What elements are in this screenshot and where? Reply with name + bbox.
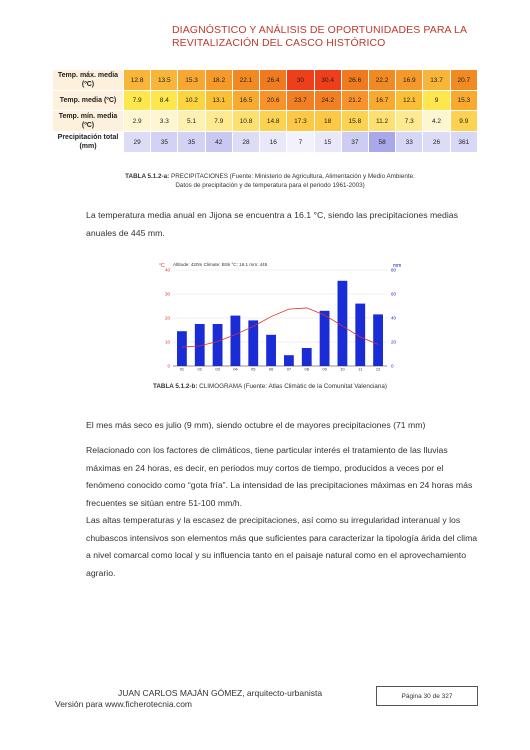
chart-header-text: Altitude: 420m Climate: BSk °C: 16.1 mm: 445 xyxy=(173,262,268,267)
row-label: Temp. máx. media (ºC) xyxy=(53,70,124,91)
left-axis-unit: °C xyxy=(159,263,165,269)
table-cell: 15.3 xyxy=(178,70,205,91)
table-cell: 15.3 xyxy=(450,91,477,111)
table-cell: 2.9 xyxy=(124,111,151,132)
header-line-1: DIAGNÓSTICO Y ANÁLISIS DE OPORTUNIDADES PARA LA xyxy=(172,24,468,36)
precipitation-bar xyxy=(248,320,258,366)
left-tick-label: 40 xyxy=(164,267,170,273)
table-cell: 15 xyxy=(314,132,341,153)
table-cell: 15.8 xyxy=(341,111,368,132)
table-cell: 22.1 xyxy=(232,70,259,91)
table-cell: 13.5 xyxy=(151,70,178,91)
row-label: Precipitación total (mm) xyxy=(53,132,124,153)
table-cell: 8.4 xyxy=(151,91,178,111)
table-cell: 35 xyxy=(178,132,205,153)
table-cell: 20.7 xyxy=(450,70,477,91)
left-tick-label: 0 xyxy=(167,363,170,369)
precipitation-bar xyxy=(177,331,187,366)
right-tick-label: 0 xyxy=(391,363,394,369)
month-tick-label: 12 xyxy=(375,366,381,372)
climate-table xyxy=(52,69,478,153)
chart-caption-text: CLIMOGRAMA (Fuente: Atlas Climàtic de la Comunitat Valenciana) xyxy=(197,383,387,390)
table-cell: 3.3 xyxy=(151,111,178,132)
table-cell: 30.4 xyxy=(314,70,341,91)
table-cell: 28 xyxy=(232,132,259,153)
month-tick-label: 11 xyxy=(358,366,363,372)
table-cell: 9 xyxy=(423,91,450,111)
left-tick-label: 20 xyxy=(164,315,170,321)
table-cell: 16.5 xyxy=(232,91,259,111)
table-cell: 16 xyxy=(260,132,287,153)
table-cell: 7.9 xyxy=(124,91,151,111)
table-cell: 18.2 xyxy=(205,70,232,91)
table-cell: 16.7 xyxy=(368,91,395,111)
table-cell: 13.7 xyxy=(423,70,450,91)
month-tick-label: 05 xyxy=(251,366,256,372)
table-cell: 18 xyxy=(314,111,341,132)
right-tick-label: 60 xyxy=(391,291,397,297)
table-cell: 17.3 xyxy=(287,111,314,132)
right-tick-label: 20 xyxy=(391,339,397,345)
paragraph-temperature: La temperatura media anual en Jijona se encuentra a 16.1 °C, siendo las precipitaciones medias anuales de 445 mm. xyxy=(86,210,458,238)
table-row xyxy=(53,111,478,132)
paragraph-arid-climate: Las altas temperaturas y la escasez de precipitaciones, así como su irregularidad interanual y los chubascos intensivos son elementos más que suficientes para caracterizar la tipología árida del clima a nivel comarcal como local y su influencia tanto en el paisaje natural como en el aprovechamiento agrario. xyxy=(86,515,478,578)
table-cell: 14.8 xyxy=(260,111,287,132)
month-tick-label: 01 xyxy=(179,366,185,372)
table-cell: 29 xyxy=(124,132,151,153)
table-cell: 10.8 xyxy=(232,111,259,132)
paragraph-driest-month: El mes más seco es julio (9 mm), siendo octubre el de mayores precipitaciones (71 mm) xyxy=(86,420,426,430)
footer-version: Versión para www.ficherotecnia.com xyxy=(55,699,193,709)
paragraph-rainfall-factors: Relacionado con los factores de climáticos, tiene particular interés el tratamiento de las lluvias máximas en 24 horas, es decir, en periodos muy cortos de tiempo, producidos a veces por el fenómeno conocido como “gota fría”. La intensidad de las precipitaciones máximas en 24 horas más frecuentes se sitúan entre 51-100 mm/h. xyxy=(86,445,473,508)
row-label: Temp. mín. media (ºC) xyxy=(53,111,124,132)
table-cell: 26 xyxy=(423,132,450,153)
chart-caption xyxy=(70,383,470,390)
month-tick-label: 07 xyxy=(286,366,292,372)
month-tick-label: 08 xyxy=(304,366,309,372)
table-cell: 42 xyxy=(205,132,232,153)
table-cell: 24.2 xyxy=(314,91,341,111)
table-cell: 21.2 xyxy=(341,91,368,111)
climogram-chart xyxy=(155,258,405,376)
table-caption xyxy=(70,172,470,190)
chart-caption-label: TABLA 5.1.2-b: xyxy=(152,383,198,390)
table-caption-line-1: PRECIPITACIONES (Fuente: Ministerio de Agricultura, Alimentación y Medio Ambiente. xyxy=(169,173,415,180)
month-tick-label: 10 xyxy=(340,366,345,372)
table-cell: 7.9 xyxy=(205,111,232,132)
table-cell: 37 xyxy=(341,132,368,153)
table-cell: 12.8 xyxy=(124,70,151,91)
month-tick-label: 03 xyxy=(215,366,220,372)
table-cell: 7 xyxy=(287,132,314,153)
table-cell: 361 xyxy=(450,132,477,153)
month-tick-label: 02 xyxy=(197,366,202,372)
table-cell: 4.2 xyxy=(423,111,450,132)
precipitation-bar xyxy=(373,314,383,366)
precipitation-bar xyxy=(320,311,330,366)
header-line-2: REVITALIZACIÓN DEL CASCO HISTÓRICO xyxy=(172,37,386,49)
table-row xyxy=(53,132,478,153)
precipitation-bar xyxy=(284,355,294,366)
document-header xyxy=(172,24,512,50)
table-cell: 9.9 xyxy=(450,111,477,132)
footer-author: JUAN CARLOS MAJÁN GÓMEZ, arquitecto-urbanista xyxy=(118,688,323,698)
table-row xyxy=(53,91,478,111)
precipitation-bar xyxy=(266,335,276,366)
right-axis-unit: mm xyxy=(393,263,402,269)
precipitation-bar xyxy=(231,316,241,366)
table-row xyxy=(53,70,478,91)
right-tick-label: 80 xyxy=(391,267,397,273)
left-tick-label: 30 xyxy=(164,291,170,297)
month-tick-label: 06 xyxy=(268,366,274,372)
table-cell: 35 xyxy=(151,132,178,153)
table-cell: 16.9 xyxy=(396,70,423,91)
precipitation-bar xyxy=(302,348,312,366)
table-cell: 10.2 xyxy=(178,91,205,111)
precipitation-bar xyxy=(213,324,223,366)
table-cell: 30 xyxy=(287,70,314,91)
table-caption-line-2: Datos de precipitación y de temperatura para el periodo 1961-2003) xyxy=(175,182,365,189)
month-tick-label: 04 xyxy=(233,366,238,372)
right-tick-label: 40 xyxy=(391,315,397,321)
table-cell: 22.2 xyxy=(368,70,395,91)
month-tick-label: 09 xyxy=(322,366,327,372)
table-caption-label: TABLA 5.1.2-a: xyxy=(125,173,170,180)
table-cell: 12.1 xyxy=(396,91,423,111)
page-number: Página 30 de 327 xyxy=(376,686,478,706)
table-cell: 11.2 xyxy=(368,111,395,132)
row-label: Temp. media (ºC) xyxy=(53,91,124,111)
left-tick-label: 10 xyxy=(164,339,170,345)
table-cell: 33 xyxy=(396,132,423,153)
table-cell: 20.6 xyxy=(260,91,287,111)
table-cell: 26.4 xyxy=(260,70,287,91)
table-cell: 58 xyxy=(368,132,395,153)
table-cell: 23.7 xyxy=(287,91,314,111)
table-cell: 13.1 xyxy=(205,91,232,111)
table-cell: 7.3 xyxy=(396,111,423,132)
table-cell: 26.6 xyxy=(341,70,368,91)
table-cell: 5.1 xyxy=(178,111,205,132)
